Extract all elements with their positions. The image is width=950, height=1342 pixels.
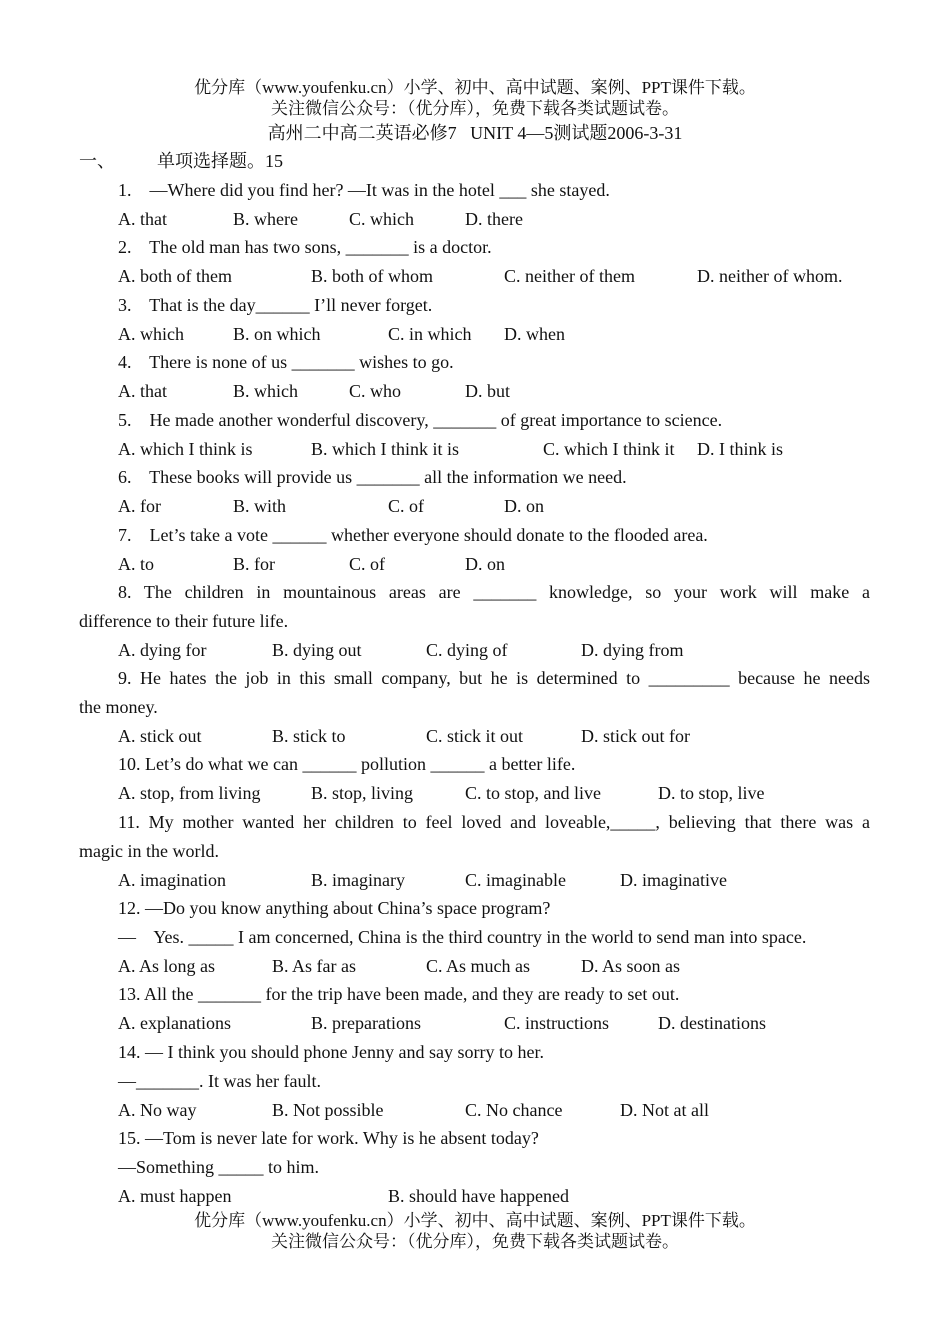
option-b: B. preparations [311, 1013, 421, 1033]
option-c: C. of [349, 554, 385, 574]
option-b: B. where [233, 209, 298, 229]
option-a: A. No way [118, 1100, 197, 1120]
question-stem: 5. He made another wonderful discovery, _______ of great importance to science. [118, 410, 723, 430]
option-d: D. when [504, 324, 565, 344]
section-label: 单项选择题。15 [157, 151, 283, 171]
option-c: C. No chance [465, 1100, 563, 1120]
option-c: C. neither of them [504, 266, 635, 286]
option-b: B. stick to [272, 726, 346, 746]
question-stem-continued: difference to their future life. [79, 611, 289, 631]
option-c: C. dying of [426, 640, 508, 660]
option-d: D. Not at all [620, 1100, 709, 1120]
question-stem: 15. —Tom is never late for work. Why is he absent today? [118, 1128, 539, 1148]
option-c: C. stick it out [426, 726, 524, 746]
option-c: C. imaginable [465, 870, 566, 890]
document-title: 高州二中高二英语必修7 UNIT 4—5测试题2006-3-31 [267, 123, 683, 143]
option-a: A. stick out [118, 726, 202, 746]
option-b: B. which [233, 381, 298, 401]
option-d: D. destinations [658, 1013, 766, 1033]
question-stem: 4. There is none of us _______ wishes to go. [118, 352, 454, 372]
option-a: A. must happen [118, 1186, 232, 1206]
option-a: A. imagination [118, 870, 226, 890]
question-stem: 12. —Do you know anything about China’s space program? [118, 898, 551, 918]
option-a: A. stop, from living [118, 783, 261, 803]
question-stem: 14. — I think you should phone Jenny and say sorry to her. [118, 1042, 544, 1062]
section-number: 一、 [79, 151, 115, 171]
option-d: D. dying from [581, 640, 684, 660]
question-stem: 11. My mother wanted her children to feel loved and loveable,_____, believing that there was a [118, 812, 870, 832]
option-b: B. dying out [272, 640, 362, 660]
option-d: D. to stop, live [658, 783, 765, 803]
option-b: B. both of whom [311, 266, 434, 286]
option-c: C. which I think it [543, 439, 675, 459]
question-stem-continued: the money. [79, 697, 158, 717]
option-c: C. who [349, 381, 402, 401]
option-c: C. of [388, 496, 424, 516]
option-a: A. dying for [118, 640, 207, 660]
option-b: B. imaginary [311, 870, 405, 890]
option-a: A. which [118, 324, 184, 344]
option-d: D. stick out for [581, 726, 690, 746]
option-a: A. that [118, 209, 167, 229]
option-a: A. to [118, 554, 154, 574]
option-d: D. on [465, 554, 505, 574]
footer-line-2: 关注微信公众号：（优分库），免费下载各类试题试卷。 [271, 1232, 679, 1251]
option-b: B. As far as [272, 956, 356, 976]
footer-line-1: 优分库（www.youfenku.cn）小学、初中、高中试题、案例、PPT课件下载。 [194, 1211, 756, 1230]
option-b: B. stop, living [311, 783, 414, 803]
option-a: A. explanations [118, 1013, 231, 1033]
option-d: D. on [504, 496, 544, 516]
question-stem: 7. Let’s take a vote ______ whether everyone should donate to the flooded area. [118, 525, 708, 545]
option-b: B. which I think it is [311, 439, 459, 459]
question-reply: —Something _____ to him. [118, 1157, 320, 1177]
header-line-2: 关注微信公众号：（优分库），免费下载各类试题试卷。 [271, 99, 679, 118]
option-c: C. in which [388, 324, 472, 344]
question-stem-continued: magic in the world. [79, 841, 219, 861]
question-stem: 2. The old man has two sons, _______ is a doctor. [118, 237, 492, 257]
option-a: A. for [118, 496, 161, 516]
option-a: A. that [118, 381, 167, 401]
question-stem: 9. He hates the job in this small company, but he is determined to _________ because he needs [118, 668, 870, 688]
question-stem: 1. —Where did you find her? —It was in the hotel ___ she stayed. [118, 180, 610, 200]
option-d: D. but [465, 381, 510, 401]
option-d: D. neither of whom. [697, 266, 843, 286]
question-stem: 13. All the _______ for the trip have been made, and they are ready to set out. [118, 984, 680, 1004]
option-d: D. imaginative [620, 870, 727, 890]
option-b: B. with [233, 496, 287, 516]
option-a: A. which I think is [118, 439, 253, 459]
option-c: C. which [349, 209, 414, 229]
option-d: D. As soon as [581, 956, 681, 976]
question-reply: —_______. It was her fault. [118, 1071, 321, 1091]
question-stem: 3. That is the day______ I’ll never forget. [118, 295, 433, 315]
option-c: C. instructions [504, 1013, 610, 1033]
option-a: A. both of them [118, 266, 232, 286]
option-a: A. As long as [118, 956, 216, 976]
option-c: C. to stop, and live [465, 783, 601, 803]
option-b: B. for [233, 554, 275, 574]
option-b: B. Not possible [272, 1100, 384, 1120]
option-d: D. I think is [697, 439, 784, 459]
question-reply: — Yes. _____ I am concerned, China is the third country in the world to send man into space. [118, 927, 807, 947]
option-d: D. there [465, 209, 523, 229]
header-line-1: 优分库（www.youfenku.cn）小学、初中、高中试题、案例、PPT课件下载。 [194, 78, 756, 97]
question-stem: 8. The children in mountainous areas are _______ knowledge, so your work will make a [118, 582, 870, 602]
question-stem: 10. Let’s do what we can ______ pollution ______ a better life. [118, 754, 576, 774]
option-b: B. should have happened [388, 1186, 569, 1206]
option-c: C. As much as [426, 956, 531, 976]
option-b: B. on which [233, 324, 321, 344]
question-stem: 6. These books will provide us _______ all the information we need. [118, 467, 627, 487]
